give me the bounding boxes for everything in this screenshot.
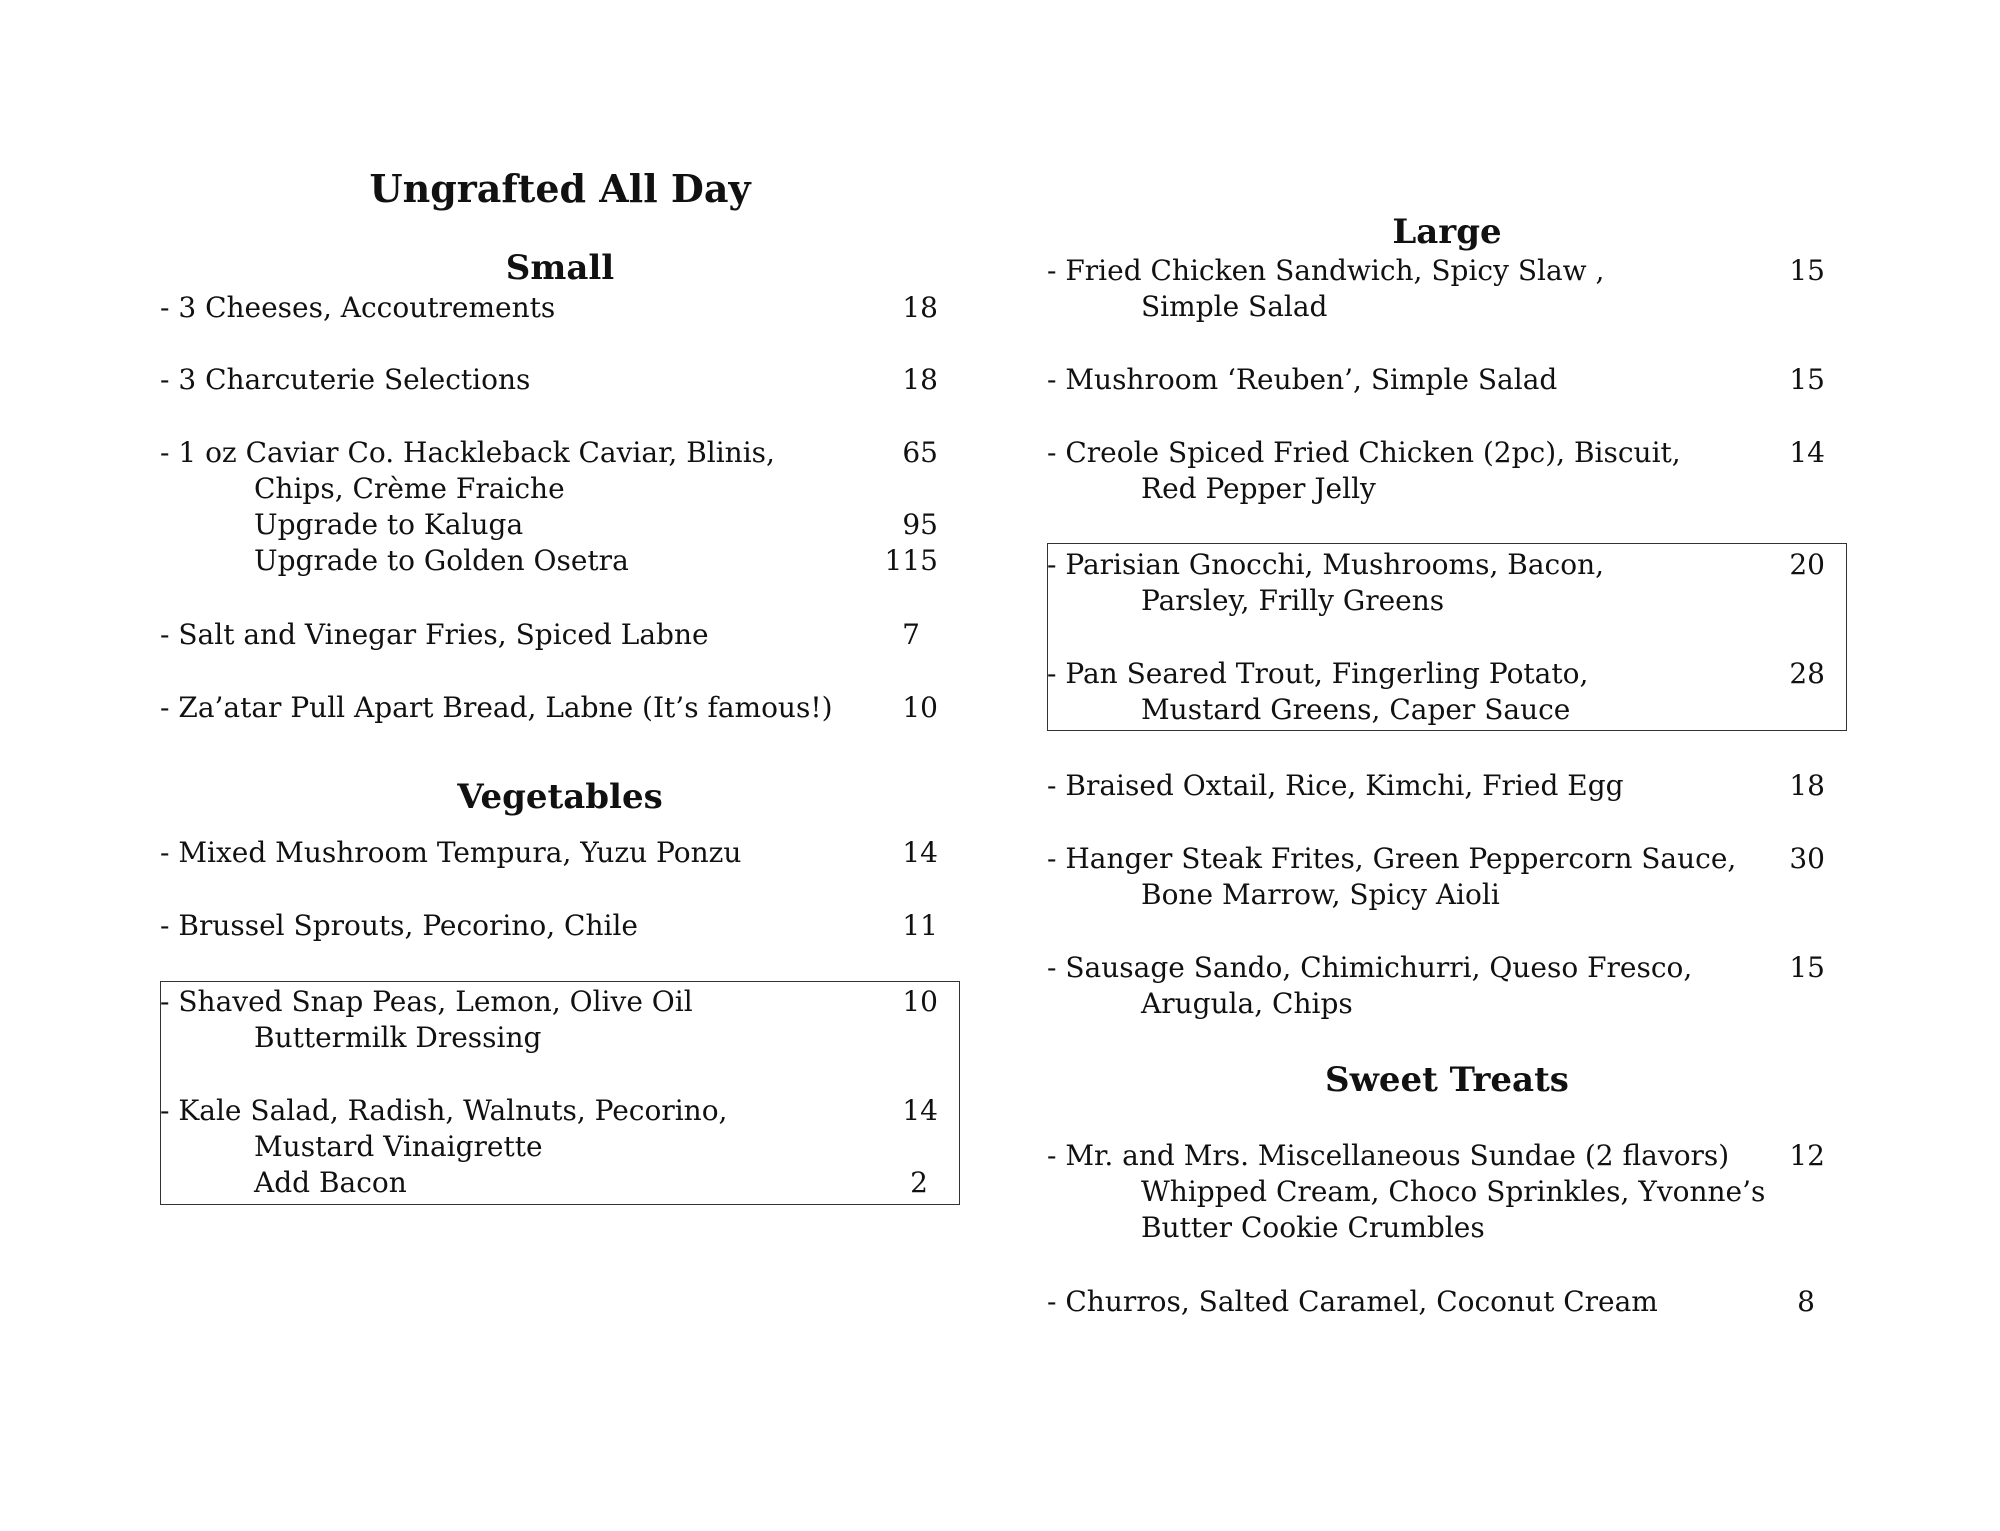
menu-item: [1047, 656, 1847, 728]
item-price: 65: [902, 436, 938, 469]
item-name: - Churros, Salted Caramel, Coconut Cream: [1047, 1285, 1658, 1318]
item-price: 14: [902, 1094, 938, 1127]
section-heading-large: Large: [1392, 212, 1502, 252]
item-description: Parsley, Frilly Greens: [1141, 584, 1445, 617]
item-description: Whipped Cream, Choco Sprinkles, Yvonne’s: [1141, 1175, 1766, 1208]
item-name: - Creole Spiced Fried Chicken (2pc), Biscuit,: [1047, 436, 1681, 469]
item-name: - Za’atar Pull Apart Bread, Labne (It’s famous!): [160, 691, 833, 724]
item-name: - 3 Cheeses, Accoutrements: [160, 291, 556, 324]
item-name: - Mixed Mushroom Tempura, Yuzu Ponzu: [160, 836, 742, 869]
menu-title: Ungrafted All Day: [369, 166, 751, 211]
menu-item: [1047, 1284, 1847, 1320]
item-price: 7: [902, 618, 920, 651]
menu-item: [1047, 1138, 1847, 1246]
item-price: 10: [902, 985, 938, 1018]
item-description: Buttermilk Dressing: [254, 1021, 542, 1054]
addon-price: 2: [910, 1166, 928, 1199]
item-price: 10: [902, 691, 938, 724]
item-name: - Salt and Vinegar Fries, Spiced Labne: [160, 618, 709, 651]
menu-item: [160, 362, 960, 398]
item-price: 18: [902, 291, 938, 324]
section-heading-sweet-treats: Sweet Treats: [1325, 1060, 1569, 1100]
menu-item: [1047, 362, 1847, 398]
item-price: 8: [1797, 1285, 1815, 1318]
item-name: - Mushroom ‘Reuben’, Simple Salad: [1047, 363, 1558, 396]
section-heading-small: Small: [505, 248, 615, 288]
item-addon: Add Bacon: [254, 1166, 407, 1199]
item-name: - 1 oz Caviar Co. Hackleback Caviar, Blinis,: [160, 436, 775, 469]
item-description: Mustard Greens, Caper Sauce: [1141, 693, 1571, 726]
item-price: 15: [1789, 363, 1825, 396]
item-price: 15: [1789, 951, 1825, 984]
menu-item: [1047, 435, 1847, 507]
upgrade-price: 95: [902, 508, 938, 541]
item-description: Simple Salad: [1141, 290, 1328, 323]
menu-item: [160, 690, 960, 726]
menu-item: [160, 835, 960, 871]
menu-item: [1047, 768, 1847, 804]
menu-item: [160, 290, 960, 326]
menu-item: [160, 617, 960, 653]
item-price: 18: [902, 363, 938, 396]
section-heading-vegetables: Vegetables: [457, 777, 663, 817]
item-price: 20: [1789, 548, 1825, 581]
item-price: 11: [902, 909, 938, 942]
item-price: 30: [1789, 842, 1825, 875]
item-price: 12: [1789, 1139, 1825, 1172]
item-name: - Parisian Gnocchi, Mushrooms, Bacon,: [1047, 548, 1605, 581]
item-price: 28: [1789, 657, 1825, 690]
upgrade-price: 115: [884, 544, 938, 577]
item-price: 18: [1789, 769, 1825, 802]
menu-item: [160, 984, 960, 1056]
menu-item: [1047, 547, 1847, 619]
item-description: Butter Cookie Crumbles: [1141, 1211, 1485, 1244]
menu-item: [160, 908, 960, 944]
item-description: Arugula, Chips: [1141, 987, 1353, 1020]
item-name: - Fried Chicken Sandwich, Spicy Slaw ,: [1047, 254, 1605, 287]
item-name: - Mr. and Mrs. Miscellaneous Sundae (2 flavors): [1047, 1139, 1730, 1172]
item-upgrade: Upgrade to Kaluga: [254, 508, 524, 541]
item-name: - Kale Salad, Radish, Walnuts, Pecorino,: [160, 1094, 728, 1127]
item-price: 14: [902, 836, 938, 869]
item-description: Red Pepper Jelly: [1141, 472, 1376, 505]
item-description: Bone Marrow, Spicy Aioli: [1141, 878, 1500, 911]
item-name: - Shaved Snap Peas, Lemon, Olive Oil: [160, 985, 693, 1018]
item-description: Mustard Vinaigrette: [254, 1130, 543, 1163]
item-name: - 3 Charcuterie Selections: [160, 363, 531, 396]
item-name: - Pan Seared Trout, Fingerling Potato,: [1047, 657, 1589, 690]
item-name: - Brussel Sprouts, Pecorino, Chile: [160, 909, 638, 942]
menu-item: [1047, 253, 1847, 325]
item-name: - Braised Oxtail, Rice, Kimchi, Fried Egg: [1047, 769, 1624, 802]
menu-item: [160, 1093, 960, 1201]
menu-item: [1047, 841, 1847, 913]
item-name: - Sausage Sando, Chimichurri, Queso Fresco,: [1047, 951, 1693, 984]
item-price: 14: [1789, 436, 1825, 469]
menu-item: [160, 435, 960, 579]
item-name: - Hanger Steak Frites, Green Peppercorn Sauce,: [1047, 842, 1737, 875]
item-description: Chips, Crème Fraiche: [254, 472, 565, 505]
item-price: 15: [1789, 254, 1825, 287]
item-upgrade: Upgrade to Golden Osetra: [254, 544, 629, 577]
menu-item: [1047, 950, 1847, 1022]
